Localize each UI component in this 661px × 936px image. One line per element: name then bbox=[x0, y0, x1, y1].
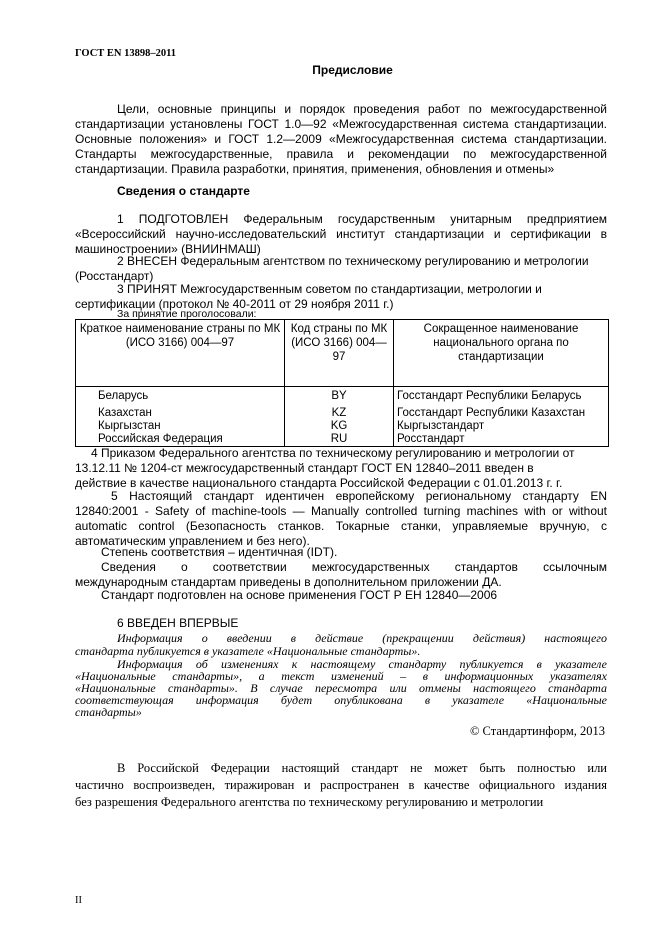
item-5-line: автоматическим управлением и без него). bbox=[75, 534, 310, 548]
legal-restriction-paragraph bbox=[75, 760, 607, 811]
item-3-line: сертификации (протокол № 40-2011 от 29 ноября 2011 г.) bbox=[75, 297, 394, 311]
info-effective-line: Информация о введении в действие (прекращении действия) настоящего bbox=[117, 631, 607, 645]
about-standard-heading: Сведения о стандарте bbox=[117, 184, 250, 198]
country-cell: Беларусь bbox=[76, 387, 285, 408]
table-row bbox=[76, 420, 609, 433]
intro-line: Цели, основные принципы и порядок проведения работ по межгосударственной bbox=[117, 102, 607, 116]
legal-line: без разрешения Федерального агентства по техническому регулированию и метрологии bbox=[75, 795, 544, 809]
table-header-body: Сокращенное наименование национального органа по стандартизации bbox=[394, 320, 609, 387]
item-4-line: 4 Приказом Федерального агентства по техническому регулированию и метрологии от bbox=[91, 446, 575, 460]
item-5-line: automatic control (Безопасность станков. Токарные станки, управляемые вручную, с bbox=[75, 519, 607, 533]
item-1-line: 1 ПОДГОТОВЛЕН Федеральным государственным унитарным предприятием bbox=[117, 212, 607, 226]
item-3-line: 3 ПРИНЯТ Межгосударственным советом по стандартизации, метрологии и bbox=[117, 282, 542, 296]
item-5-identical bbox=[75, 489, 607, 549]
item-1-line: машиностроении» (ВНИИНМАШ) bbox=[75, 242, 261, 256]
item-2-line: 2 ВНЕСЕН Федеральным агентством по техническому регулированию и метрологии bbox=[117, 254, 589, 268]
basis-line: Стандарт подготовлен на основе применения ГОСТ Р ЕН 12840—2006 bbox=[101, 588, 498, 602]
voting-countries-table bbox=[75, 319, 609, 447]
conformity-line: Степень соответствия – идентичная (IDT). bbox=[101, 545, 338, 559]
country-cell: Кыргызстан bbox=[76, 420, 285, 433]
legal-line: В Российской Федерации настоящий стандарт не может быть полностью или bbox=[117, 761, 607, 775]
country-cell: Российская Федерация bbox=[76, 433, 285, 447]
item-4-line: 13.12.11 № 1204-ст межгосударственный стандарт ГОСТ EN 12840–2011 введен в bbox=[75, 461, 534, 475]
intro-line: Стандарты межгосударственные, правила и рекомендации по межгосударственной bbox=[75, 147, 607, 161]
table-row bbox=[76, 433, 609, 447]
intro-line: стандартизации установлены ГОСТ 1.0—92 «Межгосударственная система стандартизации. bbox=[75, 117, 607, 131]
item-1-prepared bbox=[75, 212, 607, 257]
info-changes-line: «Национальные стандарты». В случае пересмотра или отмены настоящего стандарта bbox=[75, 681, 607, 695]
legal-line: частично воспроизведен, тиражирован и распространен в качестве официального издания bbox=[75, 778, 607, 792]
country-cell: Казахстан bbox=[76, 407, 285, 420]
info-changes-line: стандарты» bbox=[75, 705, 142, 719]
code-cell: BY bbox=[285, 387, 394, 408]
page-number: II bbox=[75, 895, 82, 906]
references-line: международным стандартам приведены в дополнительном приложении ДА. bbox=[75, 575, 502, 589]
references-paragraph bbox=[75, 560, 607, 590]
foreword-title: Предисловие bbox=[312, 63, 393, 77]
body-cell: Госстандарт Республики Казахстан bbox=[394, 407, 609, 420]
intro-line: стандартизации. Правила разработки, принятия, применения, обновления и отмены» bbox=[75, 162, 555, 176]
code-cell: RU bbox=[285, 433, 394, 447]
intro-paragraph bbox=[75, 102, 607, 177]
item-4-line: действие в качестве национального стандарта Российской Федерации с 01.01.2013 г. г. bbox=[75, 476, 563, 490]
references-line: Сведения о соответствии межгосударственных стандартов ссылочным bbox=[101, 560, 607, 574]
item-5-line: 5 Настоящий стандарт идентичен европейскому региональному стандарту EN bbox=[111, 489, 607, 503]
item-1-line: «Всероссийский научно-исследовательский институт стандартизации и сертификации в bbox=[75, 227, 607, 241]
code-cell: KZ bbox=[285, 407, 394, 420]
item-2-introduced bbox=[75, 254, 607, 284]
table-header-row bbox=[76, 320, 609, 387]
item-4-order bbox=[75, 446, 607, 491]
info-changes-paragraph bbox=[75, 658, 607, 718]
intro-line: Основные положения» и ГОСТ 1.2—2009 «Межгосударственная система стандартизации. bbox=[75, 132, 607, 146]
info-changes-line: соответствующая информация будет опубликована в указателе «Национальные bbox=[75, 693, 607, 707]
body-cell: Кыргызстандарт bbox=[394, 420, 609, 433]
conformity-degree bbox=[75, 545, 607, 560]
standard-code-header: ГОСТ EN 13898–2011 bbox=[75, 48, 177, 59]
body-cell: Госстандарт Республики Беларусь bbox=[394, 387, 609, 408]
table-row bbox=[76, 407, 609, 420]
info-changes-line: Информация об изменениях к настоящему стандарту публикуется в указателе bbox=[117, 657, 607, 671]
copyright-notice: © Стандартинформ, 2013 bbox=[469, 724, 605, 738]
table-header-code: Код страны по МК (ИСО 3166) 004—97 bbox=[285, 320, 394, 387]
voted-label: За принятие проголосовали: bbox=[117, 308, 257, 320]
table-row bbox=[76, 387, 609, 408]
item-6-first-introduced: 6 ВВЕДЕН ВПЕРВЫЕ bbox=[117, 616, 239, 630]
code-cell: KG bbox=[285, 420, 394, 433]
info-changes-line: «Национальные стандарты», а текст изменений – в информационных указателях bbox=[75, 669, 607, 683]
info-effective-paragraph bbox=[75, 632, 607, 658]
body-cell: Росстандарт bbox=[394, 433, 609, 447]
table-header-country: Краткое наименование страны по МК (ИСО 3166) 004—97 bbox=[76, 320, 285, 387]
item-2-line: (Росстандарт) bbox=[75, 269, 154, 283]
info-effective-line: стандарта публикуется в указателе «Национальные стандарты». bbox=[75, 644, 421, 658]
basis-paragraph bbox=[75, 588, 607, 603]
item-5-line: 12840:2001 - Safety of machine-tools — Manually controlled turning machines with or without bbox=[75, 504, 607, 518]
